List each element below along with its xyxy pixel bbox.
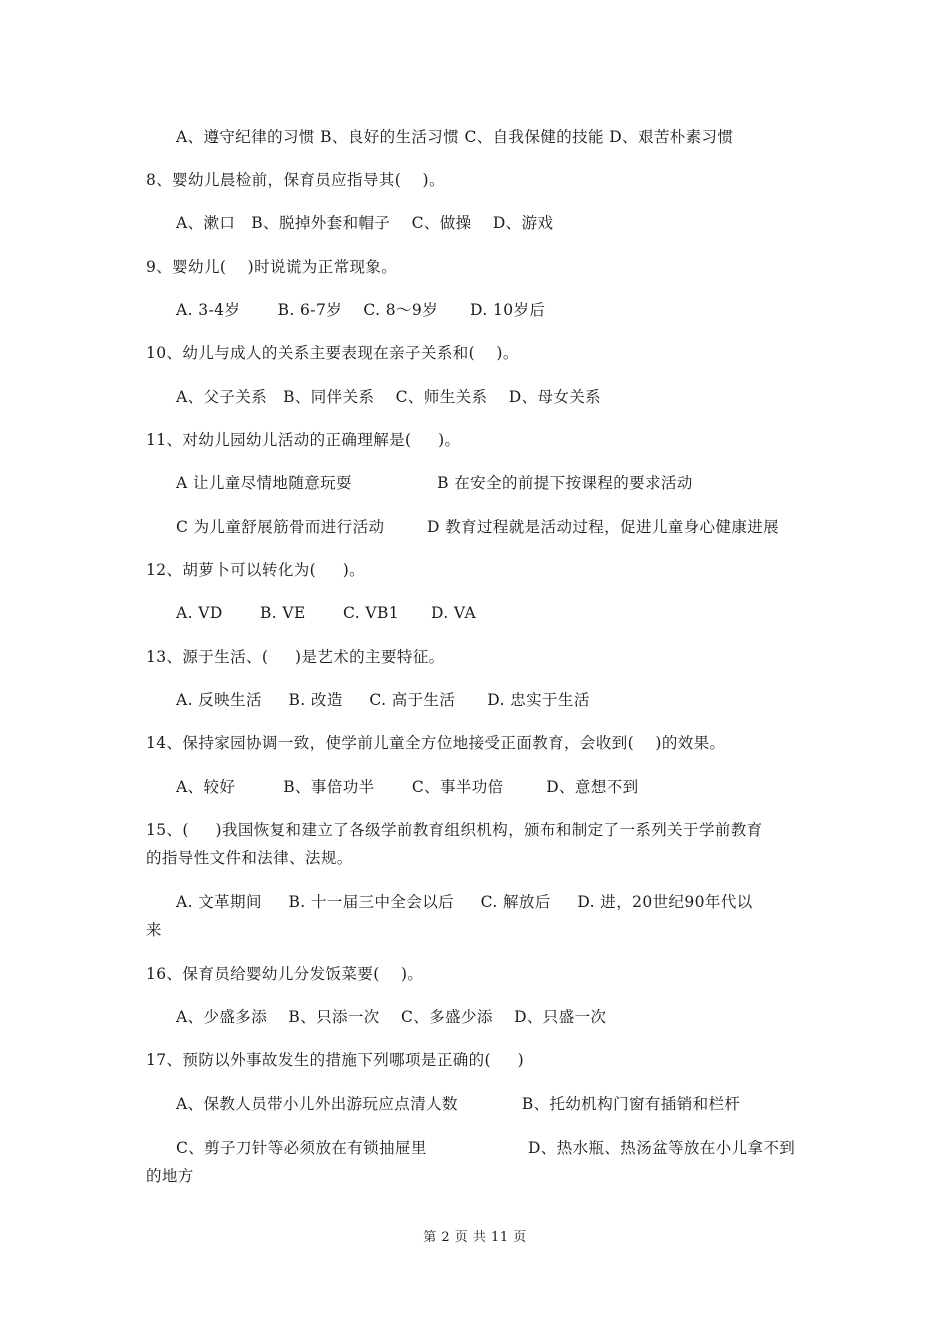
q9-question: 9、婴幼儿( )时说谎为正常现象。 — [146, 258, 398, 276]
q17-options-cd: C、剪子刀针等必须放在有锁抽屉里 D、热水瓶、热汤盆等放在小儿拿不到 — [176, 1139, 796, 1157]
q12-options: A. VD B. VE C. VB1 D. VA — [176, 604, 477, 622]
q12-question: 12、胡萝卜可以转化为( )。 — [146, 561, 366, 579]
q16-options: A、少盛多添 B、只添一次 C、多盛少添 D、只盛一次 — [176, 1008, 607, 1026]
q13-question: 13、源于生活、( )是艺术的主要特征。 — [146, 648, 445, 666]
q15-options-cont: 来 — [146, 921, 162, 939]
page-number-footer: 第 2 页 共 11 页 — [423, 1230, 527, 1245]
q8-options: A、漱口 B、脱掉外套和帽子 C、做操 D、游戏 — [176, 214, 554, 232]
q8-question: 8、婴幼儿晨检前，保育员应指导其( )。 — [146, 171, 445, 189]
q11-options-ab: A 让儿童尽情地随意玩耍 B 在安全的前提下按课程的要求活动 — [176, 474, 693, 492]
q7-options: A、遵守纪律的习惯 B、良好的生活习惯 C、自我保健的技能 D、艰苦朴素习惯 — [176, 128, 734, 146]
q10-question: 10、幼儿与成人的关系主要表现在亲子关系和( )。 — [146, 344, 519, 362]
q15-question: 15、( )我国恢复和建立了各级学前教育组织机构，颁布和制定了一系列关于学前教育 — [146, 821, 763, 839]
q17-options-ab: A、保教人员带小儿外出游玩应点清人数 B、托幼机构门窗有插销和栏杆 — [176, 1095, 741, 1113]
q11-question: 11、对幼儿园幼儿活动的正确理解是( )。 — [146, 431, 461, 449]
q13-options: A. 反映生活 B. 改造 C. 高于生活 D. 忠实于生活 — [176, 691, 590, 709]
q16-question: 16、保育员给婴幼儿分发饭菜要( )。 — [146, 965, 424, 983]
q15-options: A. 文革期间 B. 十一届三中全会以后 C. 解放后 D. 进，20世纪90年代以 — [176, 893, 753, 911]
q15-question-cont: 的指导性文件和法律、法规。 — [146, 849, 353, 867]
q10-options: A、父子关系 B、同伴关系 C、师生关系 D、母女关系 — [176, 388, 602, 406]
q17-question: 17、预防以外事故发生的措施下列哪项是正确的( ) — [146, 1051, 525, 1069]
q17-options-cont: 的地方 — [146, 1167, 194, 1185]
q14-question: 14、保持家园协调一致，使学前儿童全方位地接受正面教育，会收到( )的效果。 — [146, 734, 726, 752]
q14-options: A、较好 B、事倍功半 C、事半功倍 D、意想不到 — [176, 778, 639, 796]
q9-options: A. 3-4岁 B. 6-7岁 C. 8～9岁 D. 10岁后 — [176, 301, 546, 319]
q11-options-cd: C 为儿童舒展筋骨而进行活动 D 教育过程就是活动过程，促进儿童身心健康进展 — [176, 518, 780, 536]
